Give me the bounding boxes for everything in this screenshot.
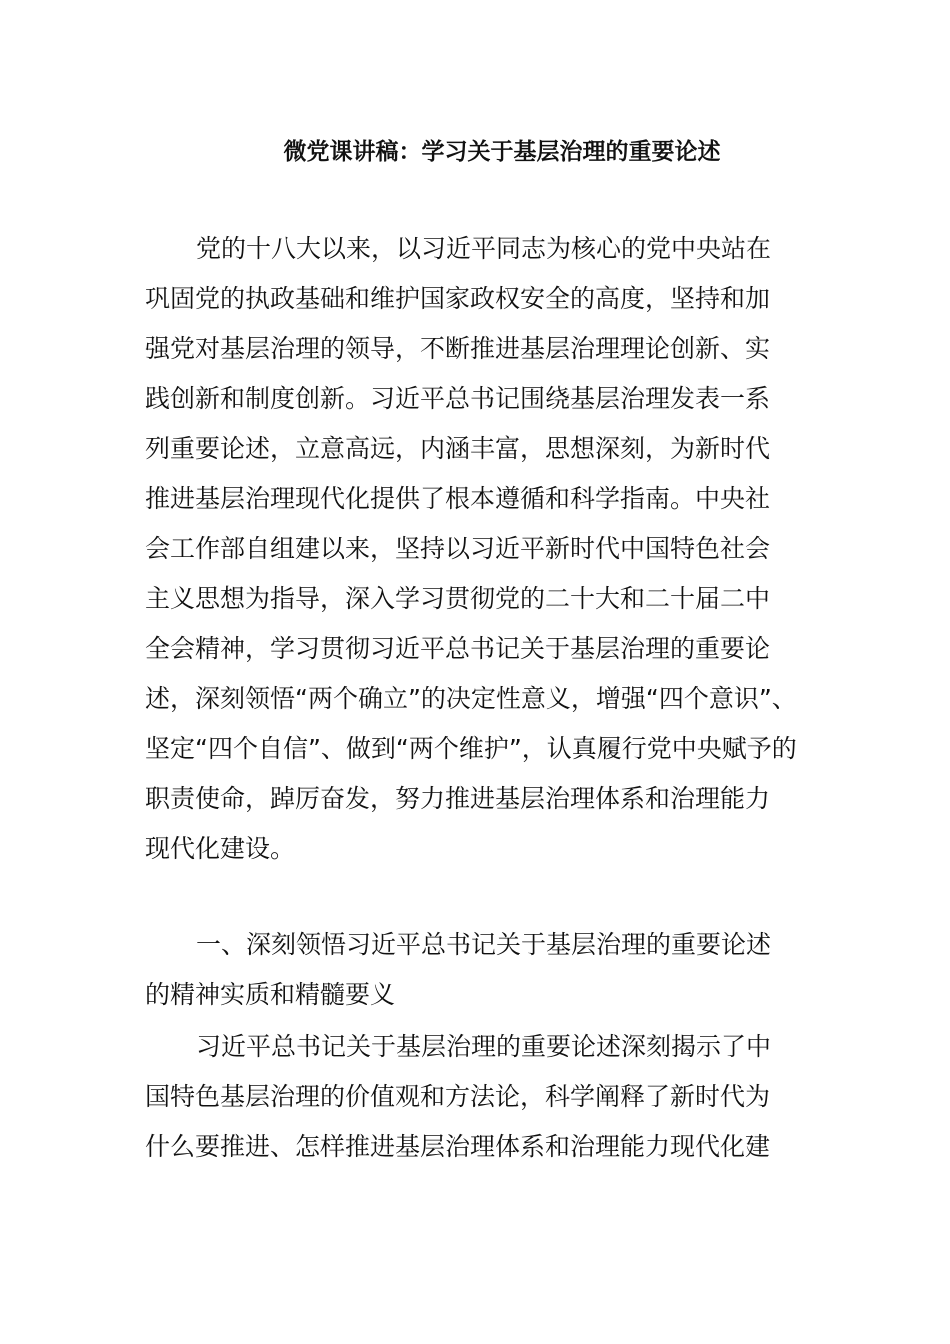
intro-paragraph <box>145 224 795 874</box>
paragraph-line: 现代化建设。 <box>145 834 296 863</box>
paragraph-line: 全会精神，学习贯彻习近平总书记关于基层治理的重要论 <box>145 634 771 663</box>
section-heading-line: 的精神实质和精髓要义 <box>145 980 396 1009</box>
paragraph-line: 巩固党的执政基础和维护国家政权安全的高度，坚持和加 <box>145 284 771 313</box>
paragraph-line: 述，深刻领悟“两个确立”的决定性意义，增强“四个意识”、 <box>145 684 797 713</box>
paragraph-line: 列重要论述，立意高远，内涵丰富，思想深刻，为新时代 <box>145 434 771 463</box>
paragraph-line: 坚定“四个自信”、做到“两个维护”，认真履行党中央赋予的 <box>145 734 797 763</box>
paragraph-line: 什么要推进、怎样推进基层治理体系和治理能力现代化建 <box>145 1132 771 1161</box>
paragraph-line: 习近平总书记关于基层治理的重要论述深刻揭示了中 <box>196 1032 772 1061</box>
section-heading <box>145 920 795 1020</box>
paragraph-line: 党的十八大以来，以习近平同志为核心的党中央站在 <box>196 234 772 263</box>
paragraph-line: 强党对基层治理的领导，不断推进基层治理理论创新、实 <box>145 334 771 363</box>
paragraph-line: 会工作部自组建以来，坚持以习近平新时代中国特色社会 <box>145 534 771 563</box>
paragraph-line: 推进基层治理现代化提供了根本遵循和科学指南。中央社 <box>145 484 771 513</box>
paragraph-line: 职责使命，踔厉奋发，努力推进基层治理体系和治理能力 <box>145 784 771 813</box>
section-paragraph <box>145 1022 795 1172</box>
paragraph-line: 主义思想为指导，深入学习贯彻党的二十大和二十届二中 <box>145 584 771 613</box>
paragraph-line: 国特色基层治理的价值观和方法论，科学阐释了新时代为 <box>145 1082 771 1111</box>
paragraph-line: 践创新和制度创新。习近平总书记围绕基层治理发表一系 <box>145 384 771 413</box>
document-title: 微党课讲稿：学习关于基层治理的重要论述 <box>283 139 721 165</box>
section-heading-line: 一、深刻领悟习近平总书记关于基层治理的重要论述 <box>196 930 772 959</box>
